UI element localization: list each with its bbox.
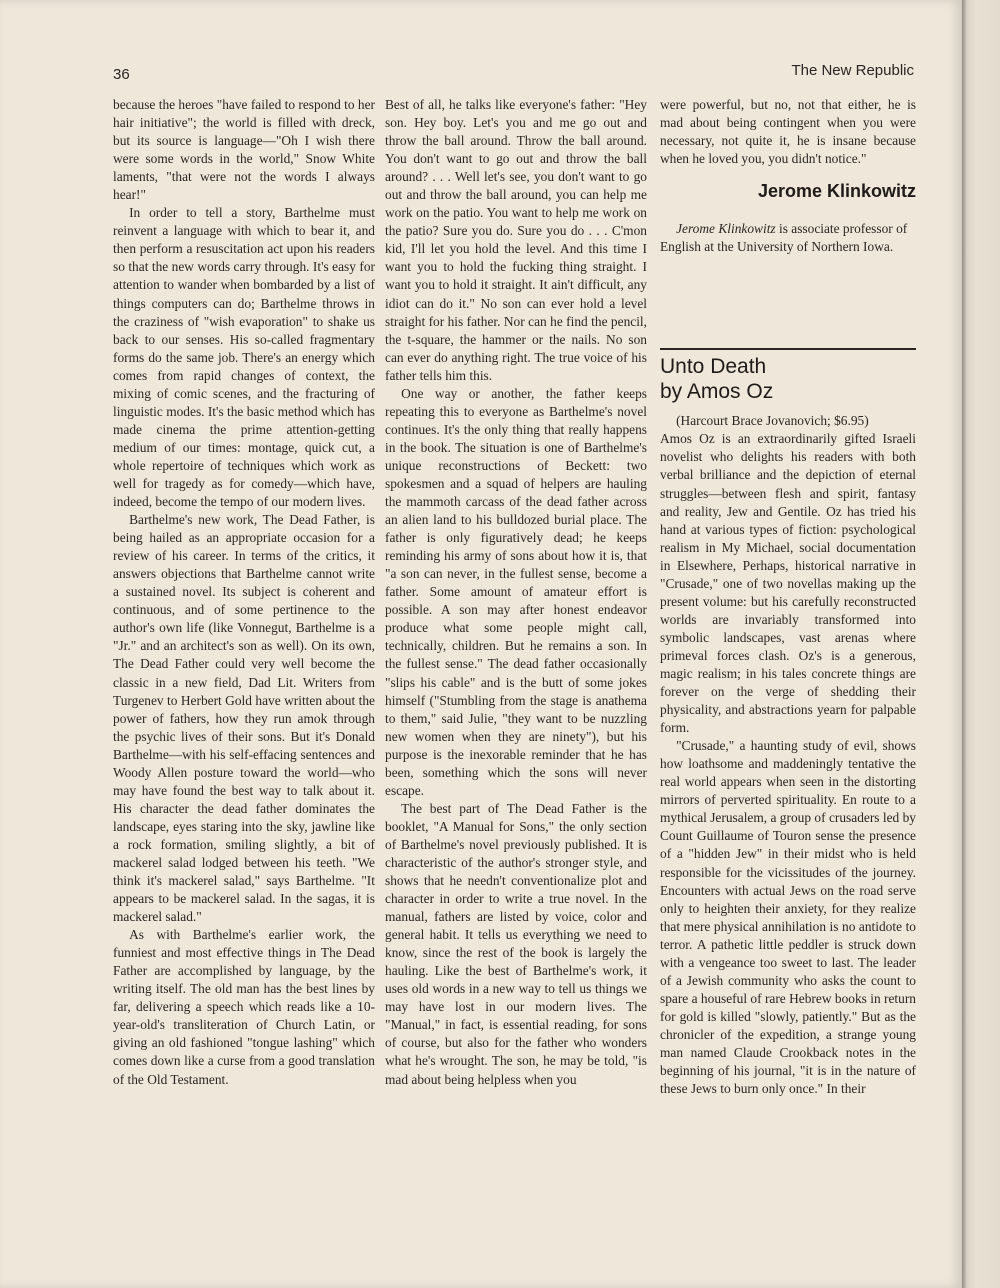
column2-paragraph: The best part of The Dead Father is the booklet, "A Manual for Sons," the only section of Barthelme's novel previously published. It is characteristic of the author's stronger style, and shows that he needn't conventionalize plot and character in order to write a true novel. In the manual, fathers are listed by voice, color and general habit. It tells us everything we need to know, since the rest of the book is largely the hauling. Like the best of Barthelme's work, it uses old words in a new way to tell us things we may have lost in our modern lives. The "Manual," in fact, is essential reading, for sons of course, but also for the father who wonders what he's wrought. The son, he may be told, "is mad about being helpless when you <box>385 800 647 1087</box>
column2-paragraph: One way or another, the father keeps repeating this to everyone as Barthelme's novel continues. It's the only thing that really happens in the book. The situation is one of Barthelme's unique reconstructions of Beckett: two spokesmen and a squad of helpers are hauling the mammoth carcass of the dead father across an alien land to his bulldozed burial place. The father is only figuratively dead; he keeps reminding his army of sons about how it is, that "a son can never, in the fullest sense, become a father. Some amount of amateur effort is possible. A son may after honest endeavor produce what some people might call, technically, children. But he remains a son. In the fullest sense." The dead father occasionally "slips his cable" and is the butt of some jokes himself ("Stumbling from the stage is anathema to them," said Julie, "they want to be nuzzling new women when they are ninety"), but his purpose is the inexorable reminder that he has been, something which the sons will never escape. <box>385 385 647 798</box>
column1-paragraph: Barthelme's new work, The Dead Father, is being hailed as an appropriate occasion for a review of his career. In terms of the critics, it answers objections that Barthelme cannot write a sustained novel. Its subject is coherent and continuous, and of some pertinence to the author's own life (like Vonnegut, Barthelme is a "Jr." and an architect's son as well). On its own, The Dead Father could very well become the classic in a new field, Dad Lit. Writers from Turgenev to Herbert Gold have written about the power of fathers, how they run amok through the psychic lives of their sons. But it's Donald Barthelme—with his self-effacing sentences and Woody Allen posture toward the world—who may have found the best way to talk about it. His character the dead father dominates the landscape, eyes staring into the sky, jawline like a rock formation, smiling slightly, a bit of mackerel salad lodged between his teeth. "We think it's mackerel salad," says Barthelme. "It appears to be mackerel salad. In the sagas, it is mackerel salad." <box>113 512 375 925</box>
column3-paragraph: "Crusade," a haunting study of evil, shows how loathsome and maddeningly tentative the real world appears when seen in the distorting mirrors of perverted spirituality. En route to a mythical Jerusalem, a group of crusaders led by Count Guillaume of Touron sense the presence of a "hidden Jew" in their midst who is held responsible for the vicissitudes of the journey. Encounters with actual Jews on the road serve only to heighten their anxiety, for they realize that mere physical annihilation is no antidote to terror. A pathetic little peddler is struck down with a vengeance too sweet to last. The leader of a Jewish community who asks the count to spare a houseful of rare Hebrew books in return for gold is killed "slowly, patiently." But as the chronicler of the expedition, a strange young man named Claude Crookback notes in the beginning of his journal, "it is in the nature of these Jews to burn only once." In their <box>660 738 916 1097</box>
column1-paragraph: because the heroes "have failed to respond to her hair initiative"; the world is filled with dreck, but its source is language—"Oh I wish there were some words in the world," Snow White laments, "that were not the words I always hear!" <box>113 97 376 203</box>
bio-name: Jerome Klinkowitz <box>676 221 776 237</box>
review-continuation: were powerful, but no, not that either, he is mad about being contingent when you were necessary, not quite it, he is insane because when he loved you, you didn't notice." <box>660 97 916 167</box>
review-title-author: by Amos Oz <box>660 380 774 404</box>
reviewer-bio <box>660 220 916 256</box>
column1-paragraph: In order to tell a story, Barthelme must reinvent a language with which to bear it, and then perform a resuscitation act upon his readers so that the new words carry through. It's easy for attention to wander when bombarded by a list of things computers can do; Barthelme throws in the craziness of "wish evaporation" to shake us back to our senses. His so-called fragmentary forms do the same job. There's an energy which comes from rapid changes of context, the mixing of comic scenes, and the fracturing of linguistic modes. It's the basic method which has made cinema the prime attention-getting medium of our times: montage, quick cut, a whole repertoire of techniques which work as well for tragedy as for comedy—which have, indeed, become the tempo of our modern lives. <box>113 205 376 510</box>
reviewer-signature: Jerome Klinkowitz <box>757 181 916 202</box>
column-3 <box>660 96 916 1098</box>
bio-text: is associate professor of English at the University of Northern Iowa. <box>660 221 908 255</box>
running-head: The New Republic <box>791 62 914 79</box>
column3-paragraph: Amos Oz is an extraordinarily gifted Israeli novelist who delights his readers with both verbal brilliance and the depiction of eternal struggles—between flesh and spirit, fantasy and reality, Jew and Gentile. Oz has tried his hand at various types of fiction: psychological realism in My Michael, social documentation in Elsewhere, Perhaps, historical narrative in "Crusade," one of two novellas making up the present volume: but his carefully reconstructed worlds are invariably transformed into symbolic landscapes, vast arenas where primeval forces clash. Oz's is a generous, magic realism; in his tales concrete things are forever on the verge of shedding their physicality, and abstractions yearn for palpable form. <box>660 431 916 736</box>
column1-paragraph: As with Barthelme's earlier work, the funniest and most effective things in The Dead Father are accomplished by language, by the writing itself. The old man has the best lines by far, delivering a speech which reads like a 10-year-old's transliteration of Church Latin, or giving an old fashioned "tongue lashing" which comes down like a curse from a good translation of the Old Testament. <box>113 927 375 1087</box>
section-divider <box>660 348 916 350</box>
column-2 <box>385 96 647 1089</box>
review-title-book: Unto Death <box>660 355 767 379</box>
review-title <box>660 354 916 404</box>
column-1 <box>113 96 375 1089</box>
column2-paragraph: Best of all, he talks like everyone's father: "Hey son. Hey boy. Let's you and me go out and throw the ball around. Throw the ball around. You don't want to go out and throw the ball around? . . . Well let's see, you don't want to go out and throw the ball around, you can help me work on the patio. You want to help me work on the patio? Sure you do. Sure you do . . . C'mon kid, I'll let you hold the level. And this time I want you to hold the fucking thing straight. I want you to hold it straight. It ain't difficult, any idiot can do it." No son can ever hold a level straight for his father. Nor can he find the pencil, the t-square, the hammer or the nails. No son can ever do anything right. The true voice of his father tells him this. <box>385 97 647 383</box>
publisher-info: (Harcourt Brace Jovanovich; $6.95) <box>676 413 869 429</box>
page-number: 36 <box>113 66 130 83</box>
next-page-edge <box>962 0 1000 1288</box>
